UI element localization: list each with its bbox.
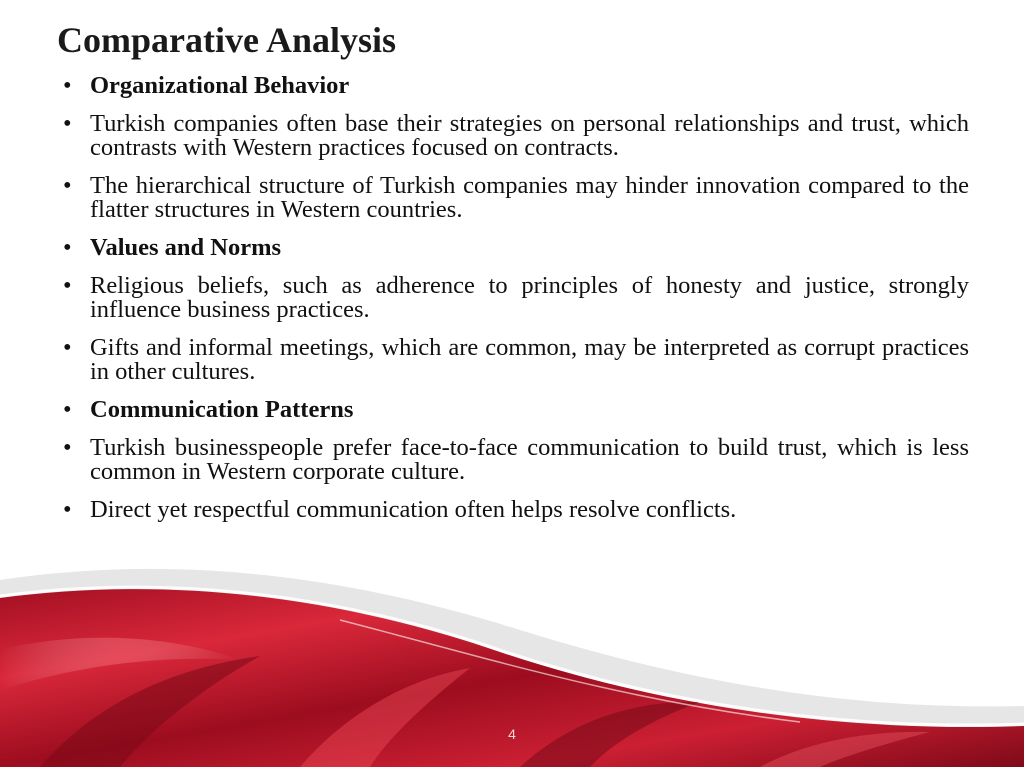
bullet-marker: •: [63, 396, 72, 423]
bullet-text: Values and Norms: [90, 234, 282, 261]
bullet-marker: •: [63, 72, 72, 99]
bullet-text: Communication Patterns: [90, 396, 354, 423]
bullet-item: [63, 74, 969, 98]
bullet-marker: •: [63, 234, 72, 261]
bullet-text: Organizational Behavior: [90, 72, 350, 99]
bullet-text: Turkish companies often base their strategies on personal relationships and trust, which contrasts with Western practices focused on contracts.: [90, 110, 969, 161]
bullet-marker: •: [63, 110, 72, 137]
bullet-text: Gifts and informal meetings, which are common, may be interpreted as corrupt practices in other cultures.: [90, 334, 969, 385]
bullet-text: The hierarchical structure of Turkish companies may hinder innovation compared to the flatter structures in Western countries.: [90, 172, 969, 223]
bullet-item: [63, 274, 969, 322]
bullet-marker: •: [63, 434, 72, 461]
bullet-list: [63, 74, 969, 536]
bullet-item: [63, 174, 969, 222]
page-number: 4: [508, 726, 516, 742]
bullet-marker: •: [63, 272, 72, 299]
bullet-text: Turkish businesspeople prefer face-to-face communication to build trust, which is less common in Western corporate culture.: [90, 434, 969, 485]
bullet-item: [63, 112, 969, 160]
bullet-item: [63, 498, 969, 522]
bullet-item: [63, 336, 969, 384]
bullet-text: Direct yet respectful communication often helps resolve conflicts.: [90, 496, 737, 523]
bullet-marker: •: [63, 172, 72, 199]
slide-title: Comparative Analysis: [57, 20, 397, 60]
bullet-marker: •: [63, 496, 72, 523]
bullet-item: [63, 236, 969, 260]
bullet-marker: •: [63, 334, 72, 361]
bullet-item: [63, 436, 969, 484]
bullet-item: [63, 398, 969, 422]
bullet-text: Religious beliefs, such as adherence to principles of honesty and justice, strongly influence business practices.: [90, 272, 969, 323]
